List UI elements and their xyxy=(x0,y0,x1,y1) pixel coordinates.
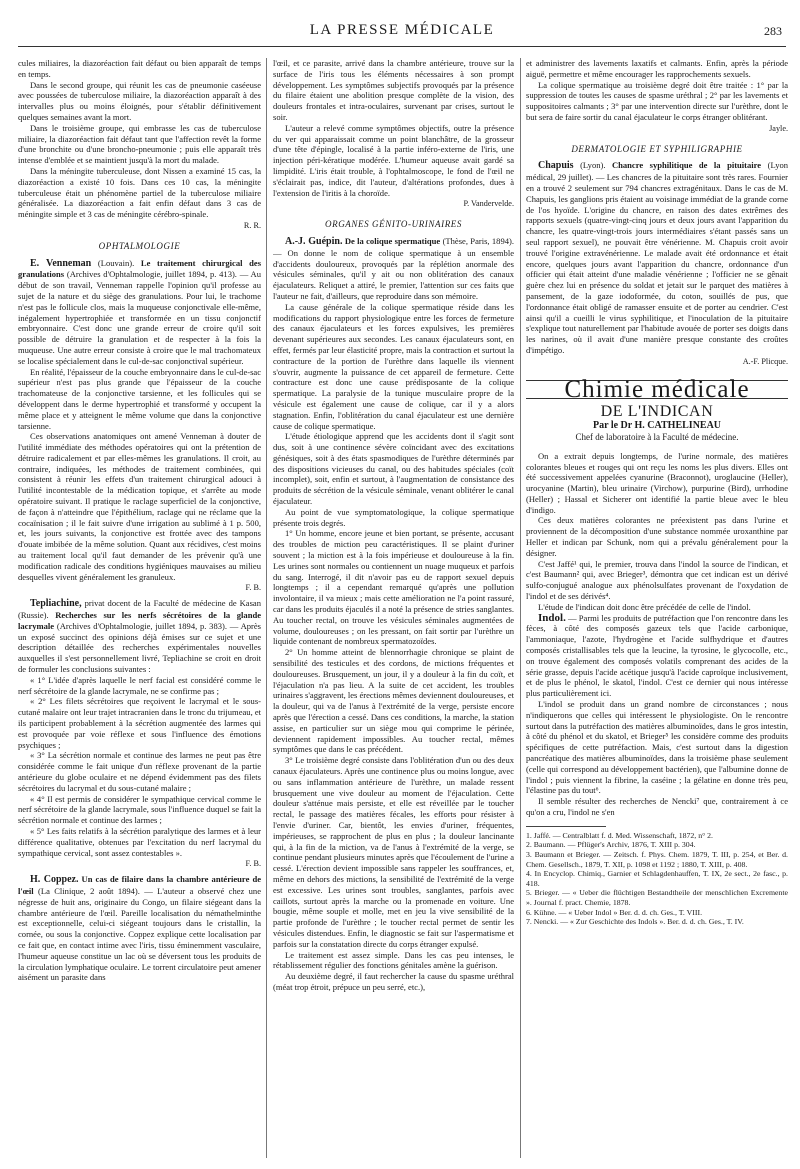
paragraph: Il semble résulter des recherches de Nencki⁷ que, contrairement à ce qu'on a cru, l'indol ne s'en xyxy=(526,796,788,817)
section-heading-ophtalmologie: OPHTALMOLOGIE xyxy=(98,240,181,251)
paragraph: En réalité, l'épaisseur de la couche embryonnaire dans le cul-de-sac supérieur n'est pas plus grande que l'épaisseur de la couche trachomateuse de la conjonctive tarsienne, et les follicules qui se développent dans le derme hypertrophié et transformé y occupent la même place et y atteignent le même volume que dans la conjonctive tarsienne. xyxy=(18,366,261,431)
author-name: A.-J. Guépin. xyxy=(285,235,343,247)
review-body: (Archives d'Ophtalmologie, juillet 1894, p. 413). — Au début de son travail, Venneman rappelle l'opinion qu'il professe au sujet de la nature et du siège des granulations. Pour lui, le trachome n'est pas le follicule clos, mais la muqueuse conjonctivale elle-même, inégalement hypertrophiée et transformée en un tissu conjonctif embryonnaire. C'est donc une grande erreur de croire qu'il soit possible de détruire la granulation et de respecter à la fois la muqueuse. Une autre erreur consiste à croire que le mal trachomateux se localise spécialement dans le cul-de-sac conjonctival supérieur. xyxy=(18,269,261,366)
paragraph: 2° Un homme atteint de blennorrhagie chronique se plaint de sensibilité des testicules et des cordons, de mictions fréquentes et douloureuses. Brusquement, un jour, il y a douleur à la fin du coït, et l'éjaculation n'a pas lieu. A la suite de cet accident, les troubles urinaires s'aggravent, les érections mêmes deviennent douloureuses, et la douleur, qui va de l'anus à l'extrémité de la verge, persiste encore après que l'érection a cessé. Dans ces conditions, la marche, la station assise, en particulier sur un siège mou qui comprime le périnée, deviennent rapidement impossibles. Au toucher rectal, mêmes symptômes que dans le cas précédent. xyxy=(273,647,514,755)
footnotes xyxy=(526,831,788,927)
footnote: 2. Baumann. — Pflüger's Archiv, 1876, T. XIII p. 304. xyxy=(526,840,696,850)
author-name: Chapuis xyxy=(538,160,574,172)
conclusion-item: « 4° Il est permis de considérer le sympathique cervical comme le nerf sécrétoire de la glande lacrymale, sous l'influence duquel se fait la sécrétion normale et continue des larmes ; xyxy=(18,793,261,826)
paragraph: L'étude étiologique apprend que les accidents dont il s'agit sont dus, soit à une continence sévère coïncidant avec des excitations génésiques, soit à des états spasmodiques de l'urèthre déterminés par des dispositions vicieuses du canal, ou des habitudes spéciales (coït incomplet), soit, enfin et surtout, à l'augmentation de consistance des produits de sécrétion de la vésicule séminale, venant oblitérer le canal éjaculateur. xyxy=(273,431,514,507)
paragraph: Au deuxième degré, il faut rechercher la cause du spasme uréthral (méat trop étroit, prépuce un peu serré, etc.), xyxy=(273,971,514,992)
footnote: 5. Brieger. — « Ueber die flüchtigen Bestandtheile der menschlichen Excremente ». Journal f. pract. Chemie, 1878. xyxy=(526,888,788,907)
column-divider xyxy=(266,58,267,1158)
section-heading-dermatologie: DERMATOLOGIE ET SYPHILIGRAPHIE xyxy=(571,143,743,154)
author-place: (Lyon). xyxy=(580,160,606,171)
page-header xyxy=(18,14,786,50)
footnote: 7. Nencki. — « Zur Geschichte des Indols ». Ber. d. d. ch. Ges., T. IV. xyxy=(526,917,744,927)
review-venneman xyxy=(18,258,261,367)
column-3 xyxy=(526,58,788,1158)
article-author: Par le Dr H. CATHELINEAU xyxy=(592,420,722,432)
author-name: Tepliachine, xyxy=(30,598,82,610)
paragraph: Dans la méningite tuberculeuse, dont Nissen a examiné 15 cas, la diazoréaction a existé 10 fois. Dans ces 10 cas, la méningite tuberculeuse était un phénomène partiel de la tuberculose miliaire généralisée. La diazoréaction a fait enfin défaut dans 3 cas de méningite simple et 3 cas de méningite cérébro-spinale. xyxy=(18,165,261,220)
paragraph: 3° Le troisième degré consiste dans l'oblitération d'un ou des deux canaux éjaculateurs. Après une continence plus ou moins longue, avec ou sans inflammation antérieure de l'urèthre, un malade ressent brusquement une vive douleur au moment de l'éjaculation. Cette douleur s'atténue mais persiste, et elle est réveillée par le toucher rectal, le passage des matières fécales, les efforts pour résister à l'envie d'uriner. Car, bientôt, les envies d'uriner, fréquentes, impérieuses, se rapprochent de plus en plus ; la douleur lancinante qui, à la fin de la miction, va de l'anus à l'extrémité de la verge, se continue pendant plusieurs minutes après que l'écoulement de l'urine a cessé. L'érection devient impossible sans rappeler les souffrances, et, même en dehors des mictions, la sensibilité de l'extrémité de la verge est excessive. Les urines sont troubles, sanglantes, parfois avec caillots, surtout après la marche ou la promenade en voiture. Une bougie, même souple et molle, met en jeu la vive sensibilité de la partie profonde de l'urèthre ; le toucher rectal permet de sentir les vésicules distendues. Enfin, le diagnostic se fait sur l'aspermatisme et parfois sur la constatation directe du corps étranger expulsé. xyxy=(273,755,514,949)
signature: A.-F. Plicque. xyxy=(742,356,788,366)
page-number: 283 xyxy=(764,24,782,38)
review-title: Un cas de filaire dans la chambre antérieure de l'œil xyxy=(18,874,261,896)
paragraph: cules miliaires, la diazoréaction fait défaut ou bien apparaît de temps en temps. xyxy=(18,58,261,79)
paragraph: et administrer des lavements laxatifs et calmants. Enfin, après la période aiguë, permettre et même encourager les rapprochements sexuels. xyxy=(526,58,788,79)
author-name: E. Venneman xyxy=(30,257,92,269)
conclusion-item: « 3° La sécrétion normale et continue des larmes ne peut pas être considérée comme le fait unique d'un réflexe provenant de la partie antérieure du globe oculaire et ne dépend évidemment pas des filets sécrétoires du lacrymal et du sous-cutané malaire ; xyxy=(18,750,261,793)
subheading-indol: Indol. xyxy=(538,611,566,624)
review-title: Recherches sur les nerfs sécrétoires de la glande lacrymale xyxy=(18,610,261,631)
paragraph: L'indol se produit dans un grand nombre de circonstances ; nous n'indiquerons que celles qui intéressent le physiologiste. On le rencontre surtout dans la putréfaction des matières albuminoïdes, dans le gros intestin, à côté du phénol et du skatol, et Brieger⁵ les considère comme des produits spécifiques de cette putréfaction. Mais, c'est surtout dans la digestion pancréatique des matières albuminoïdes, dans la troisième phase seulement (celle qui correspond au développement bactérien), que l'albumine donne de l'indol ; puis viennent la fibrine, la caséine ; la gélatine en donne très peu, l'élastine pas du tout⁶. xyxy=(526,699,788,796)
footnote: 4. In Encyclop. Chimiq., Garnier et Schlagdenhauffen, T. IX, 2e sect., 2e fasc., p. 418. xyxy=(526,869,788,888)
conclusion-item: « 2° Les filets sécrétoires que reçoivent le lacrymal et le sous-cutané malaire ont leur trajet intracranien dans le tronc du trijumeau, et ils participent probablement à la sécrétion augmentée des larmes qui est provoquée par voie réflexe et sous l'influence des émotions psychiques ; xyxy=(18,696,261,750)
paragraph: On a extrait depuis longtemps, de l'urine normale, des matières colorantes bleues et rouges qui ont reçu les noms les plus divers. Elles ont été successivement appelées cyanurine (Braconnot), uroglaucine (Heller), urocyanine (Martin), bleu urinaire (Virchow), purpurine (Bird), urrhodine (Heller) ; Hassal et Sicherer ont identifié la partie bleue avec le bleu d'indigo. xyxy=(526,450,788,515)
paragraph: 1° Un homme, encore jeune et bien portant, se présente, accusant des troubles de miction peu caractéristiques. Il se plaint d'uriner souvent ; la miction est à la fois impérieuse et douloureuse à la fin. Les urines sont normales ou contiennent un nuage muqueux et parfois du sang. Interrogé, il dit n'avoir pas eu de rapport sexuel depuis longtemps ; il a cependant remarqué qu'après une pollution involontaire, il va mieux ; mais cette amélioration ne l'a point rassuré, car dans les produits éjaculés il a noté la présence de stries sanglantes. Au toucher rectal, on trouve les vésicules séminales augmentées de volume, douloureuses ; on les pressant, on fait sortir par l'urèthre un liquide contenant de nombreux spermatozoïdes. xyxy=(273,528,514,647)
footnote: 1. Jaffé. — Centralblatt f. d. Med. Wissenschaft, 1872, n° 2. xyxy=(526,830,714,840)
paragraph: La cause générale de la colique spermatique réside dans les modifications du rapport physiologique entre les forces de fermeture des canaux éjaculateurs et les forces expulsives, les premières devenant supérieures aux secondes. Les canaux éjaculateurs sont, en effet, fermés par leur élasticité propre, mais la contraction et surtout la contracture de la portion de l'urèthre dans laquelle ils viennent s'ouvrir, augmente la puissance de cet appareil de fermeture. Cette contracture est donc une cause prédisposante de la colique spermatique. La paralysie de la tunique musculaire propre de la vésicule est également une cause de colique, car il y a alors stagnation. Enfin, l'oblitération du canal éjaculateur est une dernière cause de colique spermatique. xyxy=(273,301,514,431)
paragraph: L'étude de l'indican doit donc être précédée de celle de l'indol. xyxy=(538,601,751,612)
review-title: Le traitement chirurgical des granulations xyxy=(18,257,261,280)
signature: F. B. xyxy=(245,859,261,869)
rubric-banner: Chimie médicale xyxy=(526,380,788,400)
footnote: 6. Kühne. — « Ueber Indol » Ber. d. d. ch. Ges., T. VIII. xyxy=(526,907,703,917)
review-title: De la colique spermatique xyxy=(344,235,441,246)
journal-title: LA PRESSE MÉDICALE xyxy=(309,22,495,38)
article-affiliation: Chef de laboratoire à la Faculté de médecine. xyxy=(575,431,739,442)
review-body: (Thèse, Paris, 1894). — On donne le nom de colique spermatique à un ensemble d'accidents douloureux, provoqués par la réplétion anormale des vésicules séminales, qu'il y ait ou non oblitération des canaux éjaculateurs. Reliquet a attiré, le premier, l'attention sur ces faits que l'auteur ne fait, d'ailleurs, que reproduire dans son mémoire. xyxy=(273,235,514,301)
paragraph: Ces deux matières colorantes ne préexistent pas dans l'urine et proviennent de la décomposition d'une substance nommée uroxanthine par Heller et indican par Schunk, nom qui a prévalu généralement pour la désigner. xyxy=(526,515,788,558)
signature: P. Vandervelde. xyxy=(463,199,514,209)
signature: R. R. xyxy=(243,220,261,230)
paragraph: C'est Jaffé¹ qui, le premier, trouva dans l'indol la source de l'indican, et c'est Baumann² qui, avec Brieger³, démontra que cet indican est un dérivé sulfo-conjugué analogue aux phénolsulfates provenant de l'oxydation de l'indol et de ses dérivés⁴. xyxy=(526,558,788,602)
paragraph: Le traitement est assez simple. Dans les cas peu intenses, le rétablissement régulier des fonctions génitales amène la guérison. xyxy=(273,949,514,971)
review-guepin xyxy=(273,236,514,302)
paragraph: La colique spermatique au troisième degré doit être traitée : 1° par la suppression de toutes les causes de spasme uréthral ; 2° par les lavements et suppositoires calmants ; 3° par une intervention directe sur l'urèthre, dont le but sera de faire sortir du canal éjaculateur le corps étranger oblitérant. xyxy=(526,79,788,122)
review-body: (La Clinique, 2 août 1894). — L'auteur a observé chez une négresse de huit ans, originaire du Congo, un filaire siégeant dans la chambre antérieure de l'œil. Pareille localisation du némathelminthe est exceptionnelle, celui-ci siégeant toujours dans le cristallin, la cornée, ou sous la conjonctive. Coppez explique cette localisation par ce fait que, en contact intime avec l'iris, tissu éminemment vasculaire, l'humeur aqueuse constitue un lac où se déversent tous les produits de la circulation lymphatique oculaire. Le torrent circulatoire peut amener aisément un parasite dans xyxy=(18,885,261,983)
section-heading-genito-urinaires: ORGANES GÉNITO-URINAIRES xyxy=(325,219,462,230)
review-title: Chancre syphilitique de la pituitaire xyxy=(611,160,762,171)
paragraph: Dans le second groupe, qui réunit les cas de pneumonie caséeuse avec poussées de tuberculose miliaire, la diazoréaction apparaît à des intervalles plus ou moins éloignés, pour s'établir définitivement quelques semaines avant la mort. xyxy=(18,79,261,122)
article-title: DE L'INDICAN xyxy=(600,403,714,421)
footnote-rule xyxy=(526,826,606,827)
review-body: (Archives d'Ophtalmologie, juillet 1894, p. 383). — Après un exposé succinct des opinions déjà émises sur ce sujet et une description détaillée des recherches expérimentales nouvelles auxquelles il s'est personnellement livré, Tepliachine se croit en droit de formuler les conclusions suivantes : xyxy=(18,620,261,675)
paragraph: Au point de vue symptomatologique, la colique spermatique présente trois degrés. xyxy=(273,506,514,528)
review-tepliachine xyxy=(18,598,261,675)
header-rule xyxy=(18,46,786,47)
column-2 xyxy=(273,58,514,1158)
paragraph: Ces observations anatomiques ont amené Venneman à douter de l'utilité immédiate des méthodes opératoires qui ont la prétention de détruire radicalement et par elles-mêmes les granulations. Il croit, au contraire, indiquées, les méthodes de traitement combinées, qui consistent à réunir les effets d'un traitement chirurgical adouci à l'utilité incontestable de la médication topique, et s'arrête au mode opératoire suivant. Il pratique le raclage superficiel de la conjonctive, de façon à n'atteindre que l'épithélium, raclage qui ne réclame que la cocaïnisation ; il le fait suivre d'une irrigation au sublimé à 1 p. 500, et, les jours suivants, la conjonctive est frottée avec des tampons d'ouate imbibée de la même solution. Quant aux récidives, c'est moins au traitement local qu'il faut demander de les prévenir qu'à une modification radicale des conditions hygiéniques mauvaises au milieu desquelles vivent généralement les granuleux. xyxy=(18,431,261,582)
conclusion-item: « 1° L'idée d'après laquelle le nerf facial est considéré comme le nerf sécrétoire de la glande lacrymale, ne se confirme pas ; xyxy=(18,674,261,696)
paragraph-text: — Parmi les produits de putréfaction que l'on rencontre dans les fèces, à côté des composés gazeux tels que l'acide carbonique, l'ammoniaque, l'azote, l'hydrogène et l'acide sulfhydrique et d'autres composés cristallisables tels que la leucine, la tyrosine, le glycocolle, etc., on trouve également des composés volatils comprenant des acides de la série grasse, depuis l'acide acétique jusqu'à l'acide caproïque inclusivement, et de plus le phénol, le skatol, l'indol. C'est ce dernier qui nous intéresse plus particulièrement ici. xyxy=(526,612,788,699)
review-body: (Lyon médical, 29 juillet). — Les chancres de la pituitaire sont très rares. Fournier en a trouvé 2 seulement sur 794 chancres extragénitaux. Dans le cas de M. Chapuis, les ganglions pris étaient au voisinage immédiat de la grande corne de l'os hyoïde. L'origine du chancre, en raison des dates extrêmes des rapports sexuels (quatre-vingt-cinq jours et deux jours avant l'apparition du chancre, les quatre-vingt-trois jours intermédiaires s'étant passés sans un seul rapport sexuel), ne pouvait être vénérienne. M. Chapuis croit avoir trouvé l'origine extravénérienne. Le malade avait été ordonnance et était encore, quelques jours avant l'apparition du chancre, ordonnance d'un officier qui était atteint d'une maladie vénérienne ; l'officier ne se gênait guère chez lui en présence du soldat et jetait sur le parquet des matières à pansement, de la gaze iodoformée, du coton, souillés de pus, que l'ordonnance était obligé de ramasser ensuite et de porter au cendrier. C'est ainsi qu'il a cueilli le virus syphilitique, et l'inoculation de la pituitaire s'explique tout naturellement par l'habitude avouée de porter ses doigts dans les narines, où il avait d'une manière presque constante des croûtes d'impétigo. xyxy=(526,160,788,355)
signature: Jayle. xyxy=(769,123,788,133)
footnote: 3. Baumann et Brieger. — Zeitsch. f. Phys. Chem. 1879, T. III, p. 254, et Ber. d. Chem. Gesellsch., 1879, T. XII, p. 1098 et 1192 ; 1880, T. XIII, p. 408. xyxy=(526,849,788,869)
column-divider xyxy=(520,58,521,1158)
author-affiliation: privat docent de la Faculté de médecine de Kasan (Russie). xyxy=(18,598,261,621)
review-chapuis xyxy=(526,160,788,355)
conclusion-item: « 5° Les faits relatifs à la sécrétion paralytique des larmes et à leur différence qualitative, obtenues par l'excitation du nerf lacrymal du sympathique cervical, sont assez contestables ». xyxy=(18,825,261,858)
author-name: H. Coppez. xyxy=(30,874,79,886)
column-1 xyxy=(18,58,261,1158)
paragraph-indol xyxy=(526,613,788,699)
paragraph: L'auteur a relevé comme symptômes objectifs, outre la présence du ver qui apparaissait comme un point blanchâtre, de la grosseur d'une tête d'épingle, localisé à la partie inféro-externe de l'iris, une injection péri-kératique modérée. L'humeur aqueuse avait gardé sa limpidité. L'iris était trouble, à l'ophtalmoscope, le fond de l'œil ne s'éclairait pas, indice, dit l'auteur, d'altérations profondes, dues à l'extension de l'iritis à la choroïde. xyxy=(273,122,514,198)
author-place: (Louvain). xyxy=(97,257,135,268)
paragraph: Dans le troisième groupe, qui embrasse les cas de tuberculose miliaire, la diazoréaction fait défaut tant que l'affection revêt la forme d'une bronchite ou d'une broncho-pneumonie ; puis elle apparaît très intense d'emblée et se maintient jusqu'à la mort du malade. xyxy=(18,122,261,166)
signature: F. B. xyxy=(245,583,261,593)
paragraph: l'œil, et ce parasite, arrivé dans la chambre antérieure, trouve sur la surface de l'iris tous les éléments nécessaires à son prompt développement. Les symptômes subjectifs provoqués par la présence du filaire étaient une abolition presque complète de la vision, des douleurs frontales et intra-oculaires, survenant par crises, surtout le soir. xyxy=(273,58,514,122)
review-coppez xyxy=(18,874,261,983)
